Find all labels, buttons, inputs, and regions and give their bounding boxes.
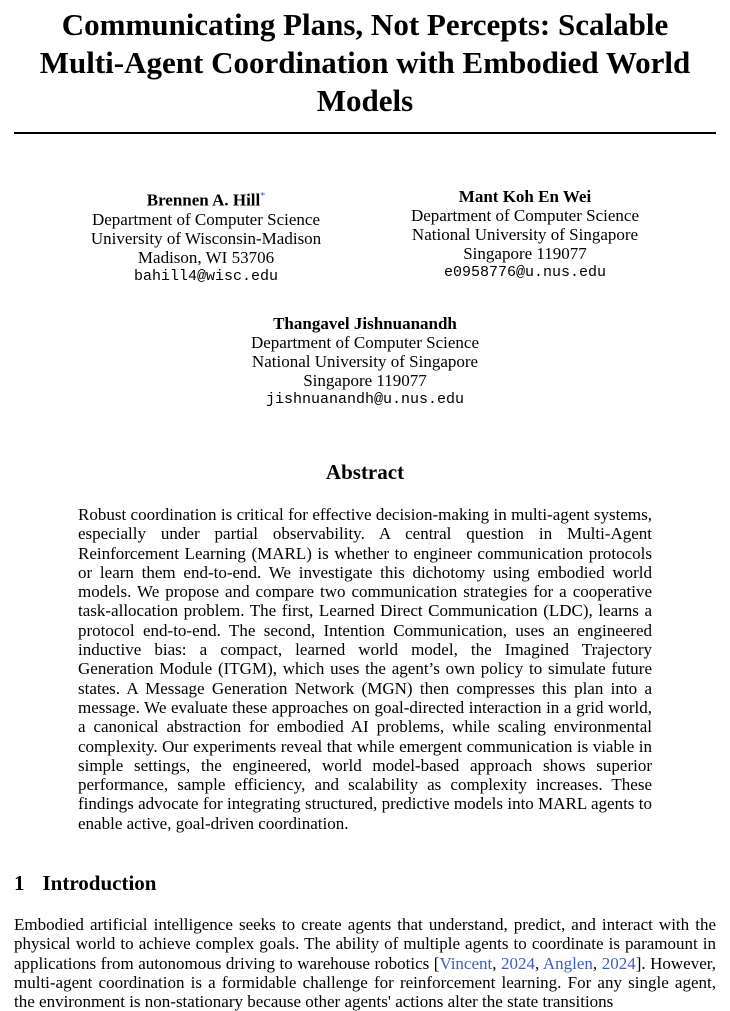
author-email: e0958776@u.nus.edu bbox=[443, 264, 607, 281]
abstract-body: Robust coordination is critical for effective decision-making in multi-agent systems, especially under partial observability. A central question in Multi-Agent Reinforcement Learning (MARL) is whether to engineer communication protocols or learn them end-to-end. We investigate this dichotomy using embodied world models. We propose and compare two communication strategies for a cooperative task-allocation problem. The first, Learned Direct Communication (LDC), learns a protocol end-to-end. The second, Intention Communication, uses an engineered inductive bias: a compact, learned world model, the Imagined Trajectory Generation Module (ITGM), which uses the agent’s own policy to simulate future states. A Message Generation Network (MGN) then compresses this plan into a message. We evaluate these approaches on goal-directed interaction in a grid world, a canonical abstraction for embodied AI problems, while scaling environmental complexity. Our experiments reveal that while emergent communication is viable in simple settings, the engineered, world model-based approach shows superior performance, sample efficiency, and scalability as complexity increases. These findings advocate for integrating structured, predictive models into MARL agents to enable active, goal-driven coordination. bbox=[78, 505, 652, 833]
intro-text: ]. However, multi-agent coordination is a formidable challenge for reinforcement learning. For any single agent, the environment is non-stationary because other agents' actions alter the state transitions bbox=[14, 953, 717, 1011]
author-block-2 bbox=[395, 187, 655, 282]
abstract-heading: Abstract bbox=[325, 460, 405, 484]
author-institution: National University of Singapore bbox=[251, 352, 479, 371]
footnote-mark[interactable]: * bbox=[260, 191, 266, 202]
author-name: Mant Koh En Wei bbox=[458, 187, 592, 206]
author-address: Singapore 119077 bbox=[303, 371, 427, 390]
author-address: Singapore 119077 bbox=[463, 244, 587, 263]
title-rule bbox=[14, 132, 716, 134]
section-number: 1 bbox=[14, 871, 25, 895]
author-address: Madison, WI 53706 bbox=[137, 247, 275, 267]
citation-year-link[interactable]: 2024 bbox=[601, 953, 636, 973]
intro-paragraph: Embodied artificial intelligence seeks to create agents that understand, predict, and interact with the physical world to achieve complex goals. The ability of multiple agents to coordinate is paramount in applications from autonomous driving to warehouse robotics [Vincent, 2024, Anglen, 2024]. However, multi-agent coordination is a formidable challenge for reinforcement learning. For any single agent, the environment is non-stationary because other agents' actions alter the state transitions bbox=[14, 915, 717, 1011]
citation-link[interactable]: Anglen bbox=[542, 953, 593, 973]
author-department: Department of Computer Science bbox=[91, 209, 320, 229]
paper-title: Communicating Plans, Not Percepts: Scalable Multi-Agent Coordination with Embodied World Models bbox=[39, 7, 691, 118]
author-block-1 bbox=[76, 187, 336, 286]
author-institution: National University of Singapore bbox=[411, 225, 639, 244]
section-title: Introduction bbox=[42, 871, 157, 895]
author-name: Brennen A. Hill bbox=[146, 190, 261, 210]
author-email: jishnuanandh@u.nus.edu bbox=[265, 391, 465, 408]
author-department: Department of Computer Science bbox=[250, 333, 479, 352]
intro-text: Embodied artificial intelligence seeks to create agents that understand, predict, and interact with the physical world to achieve complex goals. The ability of multiple agents to coordinate is paramount in applications from autonomous driving to warehouse robotics [ bbox=[14, 915, 716, 973]
citation-link[interactable]: Vincent bbox=[439, 953, 493, 973]
section-heading bbox=[14, 871, 156, 896]
author-email: bahill4@wisc.edu bbox=[133, 267, 279, 285]
author-block-3 bbox=[235, 314, 495, 409]
citation-year-link[interactable]: 2024 bbox=[501, 953, 536, 973]
author-department: Department of Computer Science bbox=[410, 206, 639, 225]
author-institution: University of Wisconsin-Madison bbox=[90, 228, 322, 248]
author-name: Thangavel Jishnuanandh bbox=[273, 314, 457, 333]
